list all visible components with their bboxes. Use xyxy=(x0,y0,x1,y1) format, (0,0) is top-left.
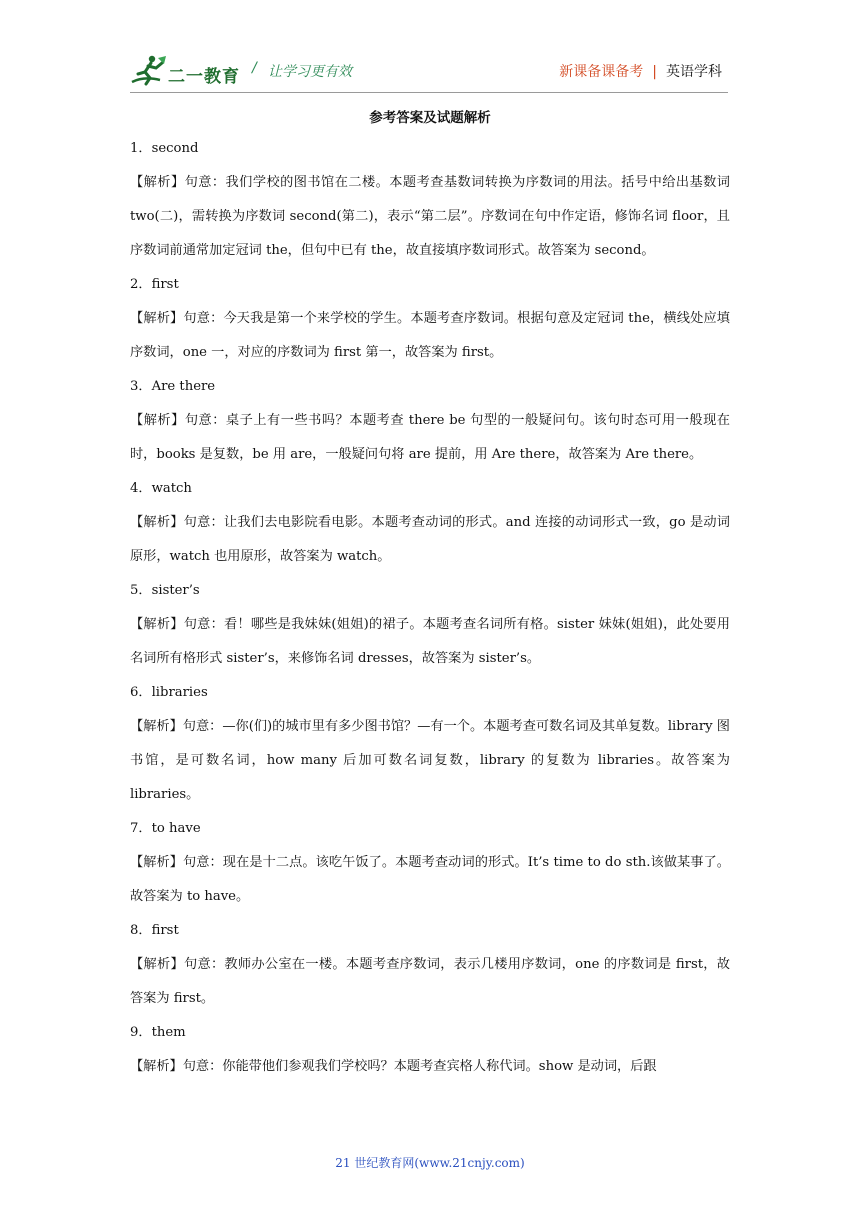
answer-analysis: 【解析】句意：—你(们)的城市里有多少图书馆？—有一个。本题考查可数名词及其单复数。library 图书馆，是可数名词，how many 后加可数名词复数，library 的复数为 libraries。故答案为 libraries。 xyxy=(130,719,730,802)
slogan: 让学习更有效 xyxy=(268,64,352,80)
answer-label: 7．to have xyxy=(130,821,201,836)
runner-logo-icon xyxy=(130,52,170,88)
logo-text: 二一教育 xyxy=(168,67,240,87)
page-header xyxy=(130,52,730,92)
answer-label: 6．libraries xyxy=(130,685,208,700)
answer-analysis: 【解析】句意：看！哪些是我妹妹(姐姐)的裙子。本题考查名词所有格。sister 妹妹(姐姐)，此处要用名词所有格形式 sister’s，来修饰名词 dresses，故答案为 sister’s。 xyxy=(130,617,730,666)
answer-label: 1．second xyxy=(130,141,199,156)
subject-label: 英语学科 xyxy=(666,64,722,80)
answer-analysis: 【解析】句意：让我们去电影院看电影。本题考查动词的形式。and 连接的动词形式一致，go 是动词原形，watch 也用原形，故答案为 watch。 xyxy=(130,515,730,564)
answer-list xyxy=(130,132,730,1084)
answer-analysis: 【解析】句意：你能带他们参观我们学校吗？本题考查宾格人称代词。show 是动词，后跟 xyxy=(130,1059,657,1074)
page-footer: 21 世纪教育网(www.21cnjy.com) xyxy=(335,1156,525,1170)
answer-analysis: 【解析】句意：现在是十二点。该吃午饭了。本题考查动词的形式。It’s time to do sth.该做某事了。故答案为 to have。 xyxy=(130,855,730,904)
answer-label: 5．sister’s xyxy=(130,583,200,598)
answer-label: 2．first xyxy=(130,277,179,292)
answer-label: 3．Are there xyxy=(130,379,216,394)
page-title: 参考答案及试题解析 xyxy=(369,110,491,126)
logo xyxy=(130,52,240,88)
answer-label: 9．them xyxy=(130,1025,186,1040)
answer-analysis: 【解析】句意：教师办公室在一楼。本题考查序数词，表示几楼用序数词，one 的序数词是 first，故答案为 first。 xyxy=(130,957,730,1006)
answer-analysis: 【解析】句意：我们学校的图书馆在二楼。本题考查基数词转换为序数词的用法。括号中给出基数词 two(二)，需转换为序数词 second(第二)，表示“第二层”。序数词在句中作定语，修饰名词 floor，且序数词前通常加定冠词 the，但句中已有 the，故直接填序数词形式。故答案为 second。 xyxy=(130,175,730,258)
answer-label: 8．first xyxy=(130,923,179,938)
header-separator: | xyxy=(652,64,657,80)
answer-analysis: 【解析】句意：桌子上有一些书吗？本题考查 there be 句型的一般疑问句。该句时态可用一般现在时，books 是复数，be 用 are，一般疑问句将 are 提前，用 Are there，故答案为 Are there。 xyxy=(130,413,730,462)
answer-analysis: 【解析】句意：今天我是第一个来学校的学生。本题考查序数词。根据句意及定冠词 the，横线处应填序数词，one 一，对应的序数词为 first 第一，故答案为 first。 xyxy=(130,311,730,360)
answer-label: 4．watch xyxy=(130,481,192,496)
slogan-separator: / xyxy=(252,60,257,76)
header-right xyxy=(559,61,722,81)
header-divider xyxy=(130,92,728,93)
course-label: 新课备课备考 xyxy=(559,64,644,80)
